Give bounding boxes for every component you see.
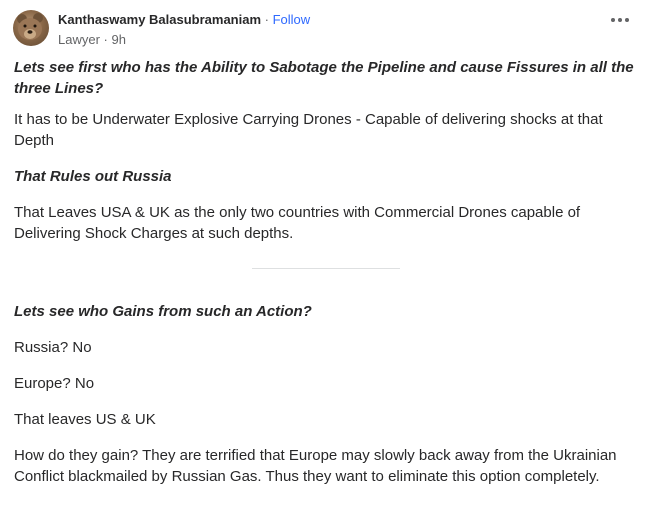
follow-button[interactable]: Follow bbox=[272, 12, 311, 27]
answer-body bbox=[14, 57, 638, 487]
paragraph: How do they gain? They are terrified that Europe may slowly back away from the Ukrainian Conflict blackmailed by Russian Gas. Thus they want to eliminate this option completely. bbox=[14, 447, 617, 485]
bear-avatar-image bbox=[13, 10, 49, 46]
paragraph: Europe? No bbox=[14, 375, 95, 392]
paragraph-heading-rules-out: That Rules out Russia bbox=[14, 168, 172, 185]
paragraph: That leaves US & UK bbox=[14, 411, 156, 428]
post-header bbox=[13, 9, 638, 49]
more-options-button[interactable] bbox=[606, 9, 634, 31]
paragraph: That Leaves USA & UK as the only two countries with Commercial Drones capable of Delivering Shock Charges at such depths. bbox=[14, 204, 581, 242]
author-meta bbox=[58, 31, 126, 48]
more-horizontal-icon-dot bbox=[618, 18, 622, 22]
author-line bbox=[58, 11, 310, 28]
paragraph: It has to be Underwater Explosive Carrying Drones - Capable of delivering shocks at that Depth bbox=[14, 111, 603, 149]
post-timestamp[interactable]: 9h bbox=[111, 32, 126, 47]
author-name[interactable]: Kanthaswamy Balasubramaniam bbox=[58, 12, 262, 27]
more-horizontal-icon bbox=[611, 18, 615, 22]
author-credential[interactable]: Lawyer bbox=[58, 32, 100, 47]
avatar[interactable] bbox=[13, 10, 49, 46]
author-separator: · bbox=[261, 12, 273, 27]
more-horizontal-icon-dot bbox=[625, 18, 629, 22]
meta-separator: · bbox=[99, 32, 112, 47]
paragraph-heading-ability: Lets see first who has the Ability to Sabotage the Pipeline and cause Fissures in all the three Lines? bbox=[14, 59, 634, 97]
paragraph: Russia? No bbox=[14, 339, 92, 356]
paragraph-heading-gains: Lets see who Gains from such an Action? bbox=[14, 303, 312, 320]
